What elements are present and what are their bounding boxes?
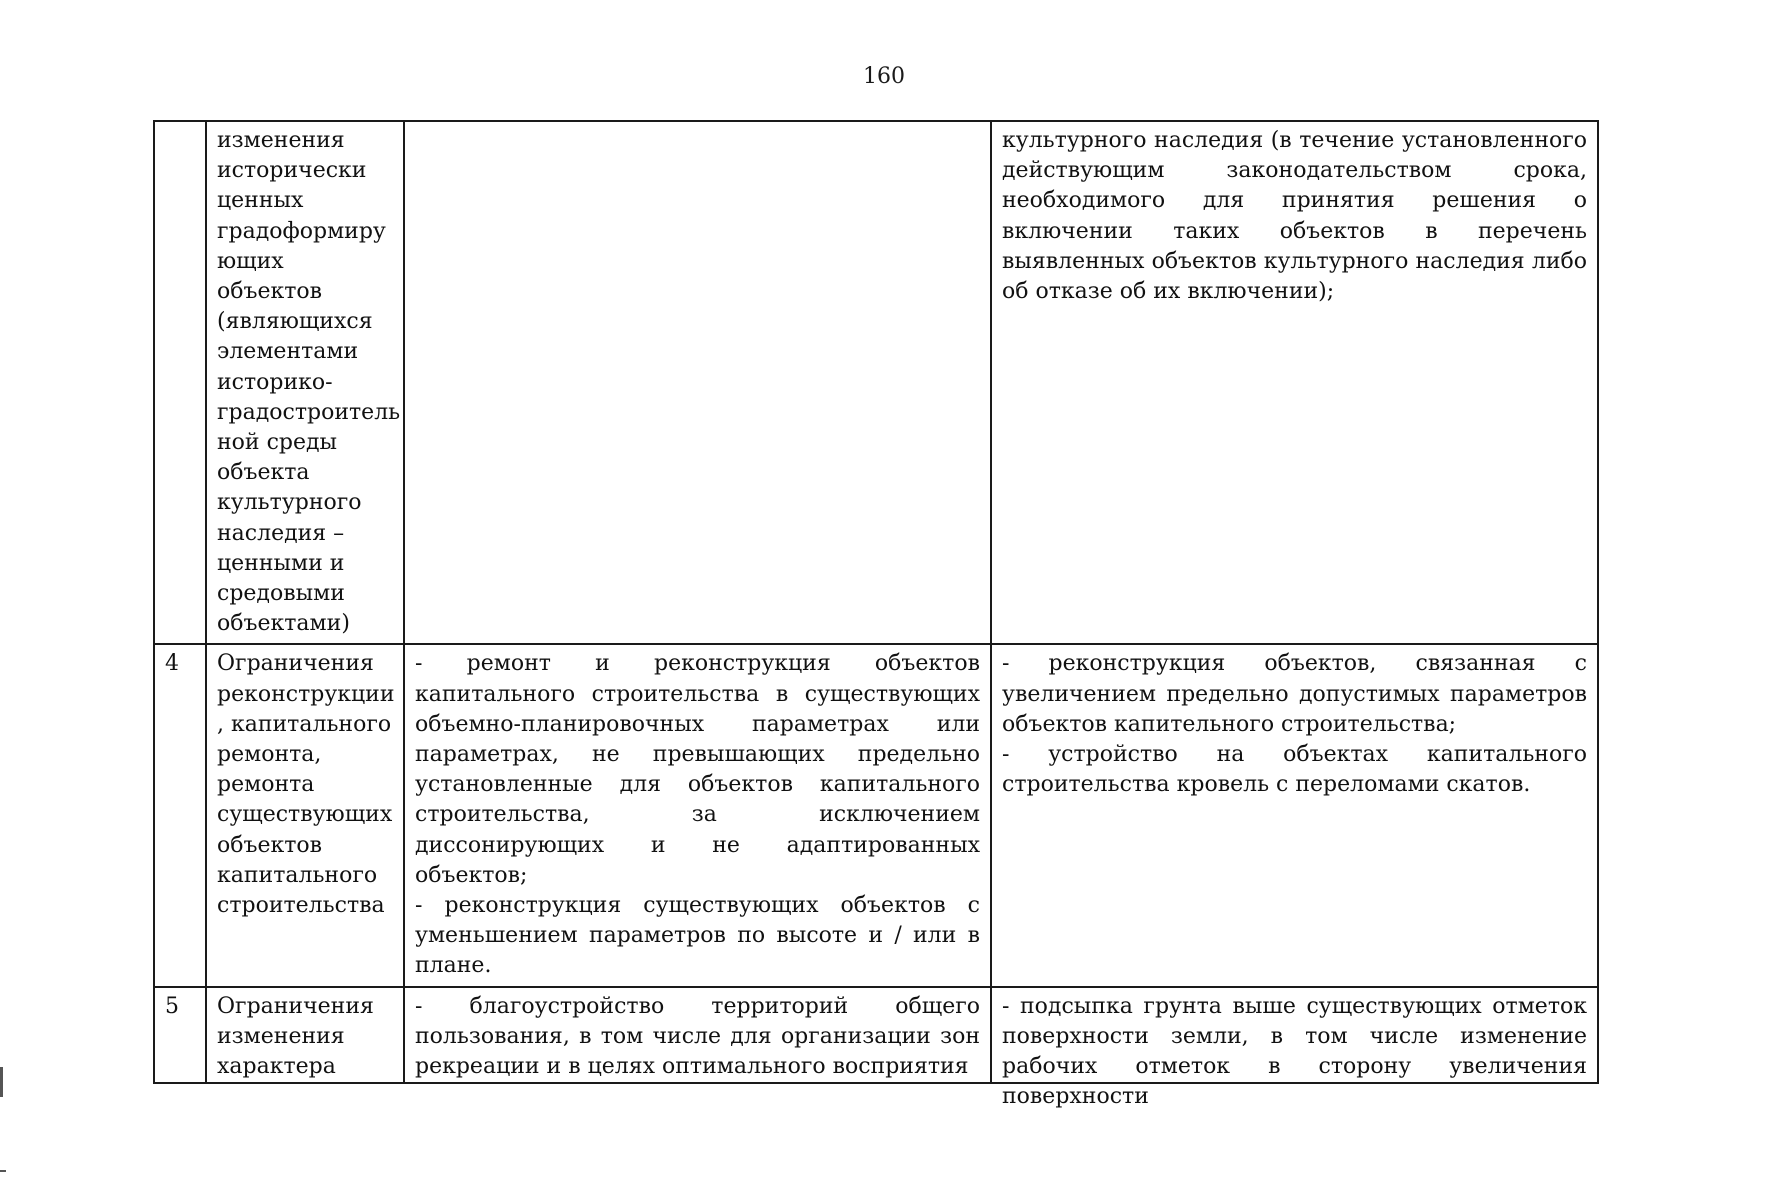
paragraph: - реконструкция объектов, связанная с увеличением предельно допустимых параметров объектов капительного строительства; bbox=[1002, 651, 1587, 737]
cell-clip bbox=[1002, 992, 1587, 1110]
name-line: историко- bbox=[217, 369, 333, 395]
name-line: ющих bbox=[217, 248, 284, 274]
name-line: ремонта bbox=[217, 772, 315, 798]
paragraph: - ремонт и реконструкция объектов капитального строительства в существующих объемно-планировочных параметрах или параметрах, не превышающих предельно установленные для объектов капитального строительства, за исключением диссонирующих и не адаптированных объектов; bbox=[415, 651, 980, 888]
name-line: средовыми bbox=[217, 581, 345, 607]
name-line: изменения bbox=[217, 128, 345, 153]
cell-clip bbox=[415, 992, 980, 1078]
allowed-works-cell bbox=[404, 121, 991, 644]
name-line: ценных bbox=[217, 188, 304, 214]
cell-clip bbox=[217, 992, 393, 1078]
allowed-works-cell bbox=[404, 644, 991, 986]
prohibited-works-cell bbox=[991, 987, 1598, 1110]
name-line: характера bbox=[217, 1054, 336, 1080]
row-number-cell: 5 bbox=[154, 987, 206, 1083]
allowed-works-cell bbox=[404, 987, 991, 1083]
name-line: ремонта, bbox=[217, 742, 322, 768]
name-line: , капитального bbox=[217, 711, 392, 737]
name-line: строительства bbox=[217, 893, 385, 919]
restrictions-table bbox=[153, 120, 1599, 1110]
restriction-name-cell bbox=[206, 644, 404, 986]
restriction-name-cell bbox=[206, 121, 404, 644]
name-line: объектами) bbox=[217, 611, 350, 637]
table-row bbox=[154, 644, 1598, 986]
name-line: объектов bbox=[217, 832, 323, 858]
name-line: Ограничения bbox=[217, 651, 374, 677]
name-line: реконструкции bbox=[217, 681, 395, 707]
table-row bbox=[154, 987, 1598, 1083]
name-line: объекта bbox=[217, 460, 310, 486]
scan-artifact bbox=[0, 1170, 6, 1172]
paragraph: - реконструкция существующих объектов с уменьшением параметров по высоте и / или в плане. bbox=[415, 893, 980, 979]
paragraph: культурного наследия (в течение установленного действующим законодательством срока, необходимого для принятия решения о включении таких объектов в перечень выявленных объектов культурного наследия либо об отказе об их включении); bbox=[1002, 128, 1587, 305]
scan-artifact bbox=[0, 1067, 3, 1097]
name-line: (являющихся bbox=[217, 309, 373, 335]
paragraph: - устройство на объектах капитального строительства кровель с переломами скатов. bbox=[1002, 742, 1587, 798]
name-line: ной среды bbox=[217, 430, 338, 456]
prohibited-works-cell bbox=[991, 121, 1598, 644]
name-line: исторически bbox=[217, 158, 367, 184]
name-line: изменения bbox=[217, 1023, 345, 1049]
restriction-name-cell bbox=[206, 987, 404, 1083]
name-line: градостроитель bbox=[217, 399, 401, 425]
name-line: элементами bbox=[217, 339, 359, 365]
name-line: наследия – bbox=[217, 520, 345, 546]
name-line: ценными и bbox=[217, 550, 345, 576]
name-line: Ограничения bbox=[217, 993, 374, 1019]
name-line: культурного bbox=[217, 490, 362, 516]
name-line: градоформиру bbox=[217, 218, 386, 244]
name-line: объектов bbox=[217, 279, 323, 305]
name-line: существующих bbox=[217, 802, 393, 828]
row-number-cell bbox=[154, 121, 206, 644]
row-number-cell: 4 bbox=[154, 644, 206, 986]
paragraph: - благоустройство территорий общего пользования, в том числе для организации зон рекреации и в целях оптимального восприятия bbox=[415, 993, 980, 1080]
page-number: 160 bbox=[863, 64, 905, 89]
paragraph: - подсыпка грунта выше существующих отметок поверхности земли, в том числе изменение рабочих отметок в сторону увеличения поверхности bbox=[1002, 993, 1587, 1110]
name-line: капитального bbox=[217, 862, 378, 888]
prohibited-works-cell bbox=[991, 644, 1598, 986]
table-row bbox=[154, 121, 1598, 644]
